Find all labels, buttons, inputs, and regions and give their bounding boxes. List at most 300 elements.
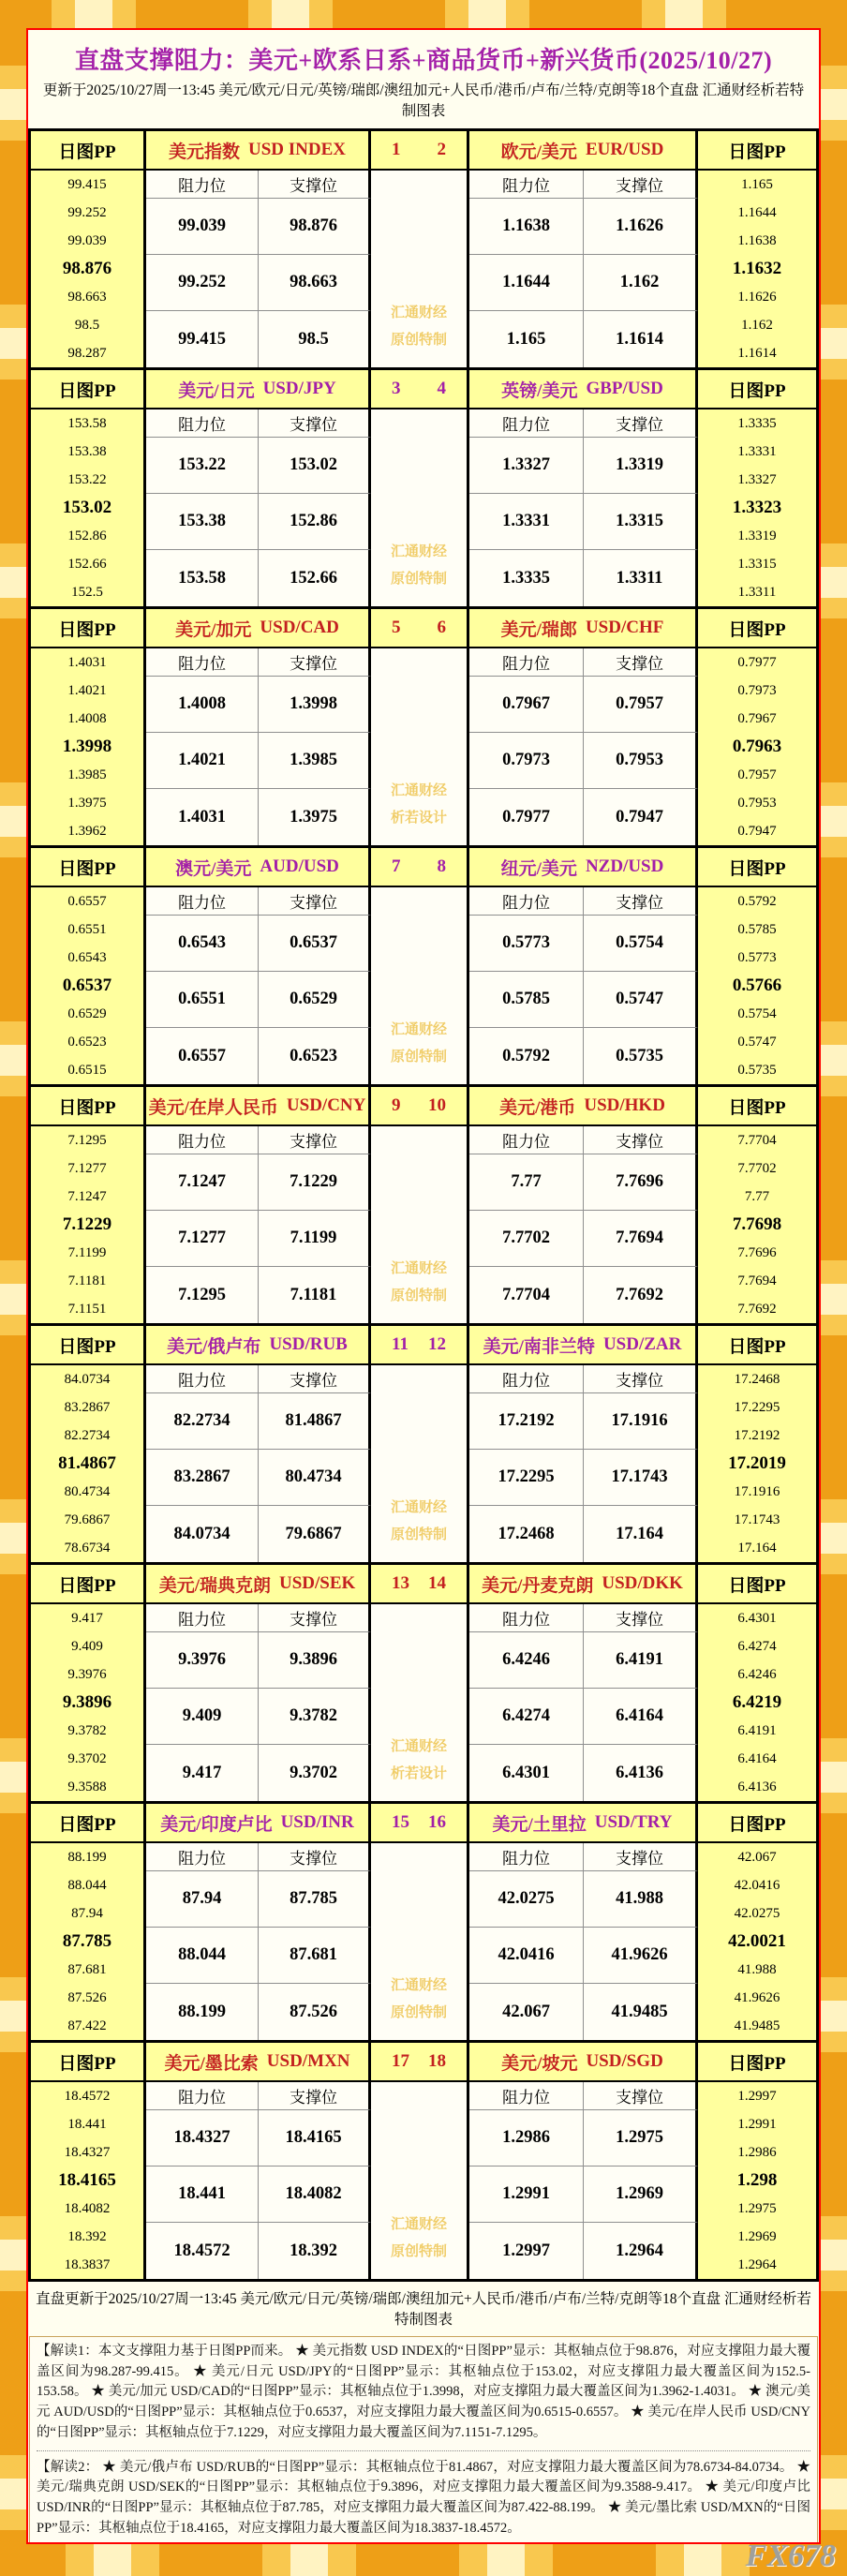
support-value: 7.7694 xyxy=(584,1211,698,1267)
pp-value: 7.1199 xyxy=(67,1245,107,1260)
pp-column-left xyxy=(31,1843,146,2040)
pp-value: 99.039 xyxy=(67,233,107,248)
pair-name-cn: 美元/墨比索 xyxy=(164,2053,259,2074)
site-watermark-line2: 原创特制 xyxy=(390,2005,447,2020)
pp-value: 82.2734 xyxy=(64,1428,111,1443)
pp-header-right: 日图PP xyxy=(698,609,816,648)
pair-title-right xyxy=(469,609,698,648)
gold-frame-top xyxy=(0,0,847,28)
pp-value: 1.2964 xyxy=(737,2257,777,2272)
pp-value: 1.2975 xyxy=(737,2201,777,2216)
resistance-value: 1.3331 xyxy=(469,494,584,550)
pp-value: 6.4164 xyxy=(737,1751,777,1766)
support-value: 152.66 xyxy=(259,550,371,606)
pp-value: 1.1644 xyxy=(737,205,777,220)
block-number-right: 14 xyxy=(428,1573,446,1593)
pp-value: 1.3315 xyxy=(737,557,777,572)
block-number-left: 3 xyxy=(392,379,401,398)
support-value: 0.6529 xyxy=(259,972,371,1028)
block-number-left: 11 xyxy=(392,1334,409,1354)
notes-box xyxy=(29,2336,818,2544)
pair-title-left xyxy=(146,848,371,887)
resistance-value: 153.38 xyxy=(146,494,259,550)
resistance-header: 阻力位 xyxy=(469,1604,584,1632)
support-header: 支撑位 xyxy=(584,1604,698,1632)
pp-column-right xyxy=(698,409,816,606)
pp-value: 1.2991 xyxy=(737,2117,777,2132)
resistance-value: 99.415 xyxy=(146,311,259,367)
support-value: 1.162 xyxy=(584,255,698,311)
pp-value: 0.6557 xyxy=(67,894,107,909)
pp-value: 7.1181 xyxy=(67,1273,107,1288)
pp-value: 18.4572 xyxy=(64,2089,111,2104)
pp-column-right xyxy=(698,1126,816,1323)
pp-value: 152.66 xyxy=(67,557,107,572)
pp-header-right: 日图PP xyxy=(698,1804,816,1843)
resistance-value: 153.22 xyxy=(146,438,259,494)
pp-value: 0.7973 xyxy=(737,683,777,698)
pp-header-right: 日图PP xyxy=(698,131,816,171)
support-header: 支撑位 xyxy=(259,2082,371,2110)
site-watermark-line1: 汇通财经 xyxy=(390,305,447,320)
pp-value: 0.6543 xyxy=(67,950,107,965)
pp-value: 0.7947 xyxy=(737,824,777,839)
pp-value: 18.4327 xyxy=(64,2145,111,2160)
pp-column-right xyxy=(698,171,816,367)
pp-value: 87.94 xyxy=(71,1906,103,1921)
support-header: 支撑位 xyxy=(259,409,371,438)
pp-value: 1.3331 xyxy=(737,444,777,459)
resistance-value: 1.165 xyxy=(469,311,584,367)
block-number-left: 5 xyxy=(392,618,401,637)
support-value: 152.86 xyxy=(259,494,371,550)
pair-name-en: USD INDEX xyxy=(248,140,346,159)
resistance-value: 1.2986 xyxy=(469,2110,584,2167)
resistance-value: 0.5792 xyxy=(469,1028,584,1084)
pp-value: 1.162 xyxy=(741,318,773,333)
pp-value: 152.86 xyxy=(67,529,107,543)
pair-title-left xyxy=(146,609,371,648)
pair-block xyxy=(28,606,819,845)
pp-column-left xyxy=(31,1365,146,1562)
resistance-header: 阻力位 xyxy=(146,1126,259,1154)
resistance-value: 88.044 xyxy=(146,1928,259,1984)
pair-block xyxy=(28,845,819,1084)
pair-name-en: USD/DKK xyxy=(602,1573,683,1593)
resistance-value: 7.1277 xyxy=(146,1211,259,1267)
pair-name-en: USD/INR xyxy=(280,1812,354,1832)
note-2: 【解读2： ★ 美元/俄卢布 USD/RUB的“日图PP”显示：其枢轴点位于81.4867，对应支撑阻力最大覆盖区间为78.6734-84.0734。 ★ 美元/瑞典克朗 USD/SEK的“日图PP”显示：其枢轴点位于9.3896，对应支撑阻力最大覆盖区间为9.3588-9.417。 ★ 美元/印度卢比 USD/INR的“日图PP”显示：其枢轴点位于87.785，对应支撑阻力最大覆盖区间为87.422-88.199。 ★ 美元/墨比索 USD/MXN的“日图PP”显示：其枢轴点位于18.4165，对应支撑阻力最大覆盖区间为18.3837-18.4572。 xyxy=(37,2459,810,2536)
pair-title-right xyxy=(469,848,698,887)
support-value: 0.7947 xyxy=(584,789,698,845)
support-header: 支撑位 xyxy=(584,2082,698,2110)
site-watermark xyxy=(371,778,467,832)
resistance-value: 7.7704 xyxy=(469,1267,584,1323)
pp-value: 7.7696 xyxy=(737,1245,777,1260)
support-value: 0.5735 xyxy=(584,1028,698,1084)
site-watermark xyxy=(371,2211,467,2266)
pair-name-cn: 美元指数 xyxy=(168,141,240,162)
pp-value: 42.0275 xyxy=(734,1906,780,1921)
pp-pivot-value: 1.3323 xyxy=(732,498,782,517)
pp-pivot-value: 81.4867 xyxy=(58,1453,116,1473)
pp-value: 18.392 xyxy=(67,2229,107,2244)
pp-value: 42.067 xyxy=(737,1850,777,1865)
pp-header-left: 日图PP xyxy=(31,131,146,171)
watermark-cell xyxy=(371,2082,469,2279)
support-value: 98.663 xyxy=(259,255,371,311)
pp-value: 7.7702 xyxy=(737,1161,777,1176)
support-value: 87.681 xyxy=(259,1928,371,1984)
pp-pivot-value: 18.4165 xyxy=(58,2170,116,2190)
resistance-value: 9.417 xyxy=(146,1745,259,1801)
pp-value: 7.7704 xyxy=(737,1133,777,1148)
pair-block xyxy=(28,2040,819,2282)
resistance-value: 0.7973 xyxy=(469,733,584,789)
resistance-value: 0.5785 xyxy=(469,972,584,1028)
block-number-left: 9 xyxy=(392,1095,401,1115)
pp-value: 6.4274 xyxy=(737,1639,777,1654)
resistance-value: 7.77 xyxy=(469,1154,584,1211)
support-header: 支撑位 xyxy=(259,887,371,916)
pp-value: 0.6523 xyxy=(67,1035,107,1050)
site-watermark-line1: 汇通财经 xyxy=(390,2217,447,2232)
site-watermark xyxy=(371,1256,467,1310)
support-value: 98.876 xyxy=(259,199,371,255)
site-watermark-line1: 汇通财经 xyxy=(390,1500,447,1515)
resistance-value: 7.7702 xyxy=(469,1211,584,1267)
pp-header-left: 日图PP xyxy=(31,1804,146,1843)
pp-header-right: 日图PP xyxy=(698,2043,816,2082)
pp-value: 6.4246 xyxy=(737,1667,777,1682)
pair-name-en: USD/MXN xyxy=(266,2051,350,2071)
pair-name-en: USD/SEK xyxy=(278,1573,356,1593)
resistance-value: 9.409 xyxy=(146,1689,259,1745)
pp-value: 99.252 xyxy=(67,205,107,220)
pp-value: 98.287 xyxy=(67,346,107,361)
pp-column-left xyxy=(31,409,146,606)
resistance-header: 阻力位 xyxy=(469,1843,584,1871)
site-watermark-line2: 析若设计 xyxy=(390,811,447,826)
pp-value: 7.77 xyxy=(744,1189,770,1204)
pp-value: 7.7694 xyxy=(737,1273,777,1288)
pp-value: 7.1247 xyxy=(67,1189,107,1204)
pp-value: 1.3975 xyxy=(67,796,107,811)
pp-value: 99.415 xyxy=(67,177,107,192)
support-value: 1.2969 xyxy=(584,2167,698,2223)
pair-name-en: GBP/USD xyxy=(586,379,663,398)
pp-value: 9.3702 xyxy=(67,1751,107,1766)
pp-value: 9.3782 xyxy=(67,1723,107,1738)
resistance-value: 153.58 xyxy=(146,550,259,606)
pair-name-en: USD/JPY xyxy=(262,379,336,398)
resistance-value: 1.4021 xyxy=(146,733,259,789)
pp-value: 0.5785 xyxy=(737,922,777,937)
resistance-value: 6.4246 xyxy=(469,1632,584,1689)
resistance-header: 阻力位 xyxy=(146,2082,259,2110)
pp-value: 1.1626 xyxy=(737,290,777,305)
site-watermark-line1: 汇通财经 xyxy=(390,1022,447,1037)
support-value: 6.4191 xyxy=(584,1632,698,1689)
pp-value: 17.164 xyxy=(737,1541,777,1556)
pair-name-en: EUR/USD xyxy=(585,140,664,159)
pp-value: 41.9485 xyxy=(734,2018,780,2033)
pair-name-cn: 美元/加元 xyxy=(175,619,252,640)
pp-column-right xyxy=(698,1604,816,1801)
pp-pivot-value: 6.4219 xyxy=(732,1692,782,1712)
pp-pivot-value: 7.1229 xyxy=(62,1214,112,1234)
pp-value: 0.5747 xyxy=(737,1035,777,1050)
pair-title-left xyxy=(146,1804,371,1843)
pp-column-right xyxy=(698,887,816,1084)
support-value: 81.4867 xyxy=(259,1393,371,1450)
pp-value: 0.6529 xyxy=(67,1006,107,1021)
pp-column-left xyxy=(31,1604,146,1801)
pair-name-cn: 美元/土里拉 xyxy=(492,1814,587,1835)
resistance-header: 阻力位 xyxy=(146,409,259,438)
pair-title-right xyxy=(469,370,698,409)
block-numbers xyxy=(371,848,469,887)
pp-value: 7.1277 xyxy=(67,1161,107,1176)
support-header: 支撑位 xyxy=(259,1843,371,1871)
pp-column-right xyxy=(698,1843,816,2040)
pair-title-right xyxy=(469,131,698,171)
pp-value: 88.044 xyxy=(67,1878,107,1893)
block-numbers xyxy=(371,1565,469,1604)
pp-pivot-value: 87.785 xyxy=(62,1931,112,1951)
support-header: 支撑位 xyxy=(584,1126,698,1154)
resistance-header: 阻力位 xyxy=(469,1365,584,1393)
pp-header-right: 日图PP xyxy=(698,848,816,887)
support-value: 0.5754 xyxy=(584,916,698,972)
resistance-value: 6.4274 xyxy=(469,1689,584,1745)
pp-value: 9.417 xyxy=(71,1611,103,1626)
watermark-cell xyxy=(371,648,469,845)
support-value: 1.3985 xyxy=(259,733,371,789)
resistance-value: 99.252 xyxy=(146,255,259,311)
notes-divider xyxy=(37,2450,810,2451)
resistance-header: 阻力位 xyxy=(469,1126,584,1154)
block-number-right: 6 xyxy=(437,618,446,637)
block-number-right: 16 xyxy=(428,1812,446,1832)
site-watermark-line2: 原创特制 xyxy=(390,333,447,348)
pairs-grid xyxy=(28,128,819,2282)
support-value: 0.6523 xyxy=(259,1028,371,1084)
pp-header-left: 日图PP xyxy=(31,1087,146,1126)
site-watermark xyxy=(371,539,467,593)
resistance-header: 阻力位 xyxy=(469,171,584,199)
pair-title-right xyxy=(469,1087,698,1126)
site-watermark-line2: 原创特制 xyxy=(390,1288,447,1303)
support-value: 17.1743 xyxy=(584,1450,698,1506)
support-value: 18.4165 xyxy=(259,2110,371,2167)
pair-title-right xyxy=(469,1326,698,1365)
pp-value: 83.2867 xyxy=(64,1400,111,1415)
pair-name-en: USD/SGD xyxy=(586,2051,663,2071)
pp-value: 1.3327 xyxy=(737,472,777,487)
pp-value: 1.2969 xyxy=(737,2229,777,2244)
resistance-value: 18.4327 xyxy=(146,2110,259,2167)
watermark-cell xyxy=(371,1843,469,2040)
resistance-header: 阻力位 xyxy=(146,1843,259,1871)
note-1: 【解读1：本文支撑阻力基于日图PP而来。 ★ 美元指数 USD INDEX的“日图PP”显示：其枢轴点位于98.876，对应支撑阻力最大覆盖区间为98.287-99.415。 ★ 美元/日元 USD/JPY的“日图PP”显示：其枢轴点位于153.02，对应支撑阻力最大覆盖区间为152.5-153.58。 ★ 美元/加元 USD/CAD的“日图PP”显示：其枢轴点位于1.3998，对应支撑阻力最大覆盖区间为1.3962-1.4031。 ★ 澳元/美元 AUD/USD的“日图PP”显示：其枢轴点位于0.6537，对应支撑阻力最大覆盖区间为0.6515-0.6557。 ★ 美元/在岸人民币 USD/CNY的“日图PP”显示：其枢轴点位于7.1229，对应支撑阻力最大覆盖区间为7.1151-7.1295。 xyxy=(37,2343,810,2440)
pp-value: 98.5 xyxy=(74,318,100,333)
support-value: 79.6867 xyxy=(259,1506,371,1562)
watermark-cell xyxy=(371,887,469,1084)
pp-pivot-value: 17.2019 xyxy=(728,1453,786,1473)
pp-value: 1.1614 xyxy=(737,346,777,361)
pp-value: 7.1295 xyxy=(67,1133,107,1148)
watermark-cell xyxy=(371,171,469,367)
support-value: 1.3315 xyxy=(584,494,698,550)
subtitle: 更新于2025/10/27周一13:45 美元/欧元/日元/英镑/瑞郎/澳纽加元+人民币/港币/卢布/兰特/克朗等18个直盘 汇通财经析若特制图表 xyxy=(42,82,805,119)
resistance-value: 17.2295 xyxy=(469,1450,584,1506)
pp-value: 153.22 xyxy=(67,472,107,487)
support-value: 17.164 xyxy=(584,1506,698,1562)
pp-value: 78.6734 xyxy=(64,1541,111,1556)
pp-pivot-value: 1.3998 xyxy=(62,737,112,756)
pp-value: 1.3985 xyxy=(67,767,107,782)
block-numbers xyxy=(371,370,469,409)
pair-name-cn: 美元/坡元 xyxy=(501,2053,578,2074)
pp-value: 84.0734 xyxy=(64,1372,111,1387)
support-value: 41.9626 xyxy=(584,1928,698,1984)
site-watermark-line1: 汇通财经 xyxy=(390,1739,447,1754)
resistance-value: 84.0734 xyxy=(146,1506,259,1562)
pp-header-left: 日图PP xyxy=(31,2043,146,2082)
pp-value: 0.7967 xyxy=(737,711,777,726)
resistance-value: 42.0416 xyxy=(469,1928,584,1984)
pp-header-left: 日图PP xyxy=(31,848,146,887)
pp-column-right xyxy=(698,648,816,845)
support-value: 7.1181 xyxy=(259,1267,371,1323)
resistance-value: 1.1644 xyxy=(469,255,584,311)
pair-name-cn: 澳元/美元 xyxy=(175,858,252,879)
site-watermark xyxy=(371,1973,467,2027)
resistance-value: 0.6557 xyxy=(146,1028,259,1084)
support-value: 1.3975 xyxy=(259,789,371,845)
support-value: 9.3782 xyxy=(259,1689,371,1745)
pp-value: 0.6551 xyxy=(67,922,107,937)
support-value: 41.988 xyxy=(584,1871,698,1928)
support-value: 18.4082 xyxy=(259,2167,371,2223)
resistance-value: 99.039 xyxy=(146,199,259,255)
resistance-header: 阻力位 xyxy=(469,887,584,916)
pp-value: 6.4191 xyxy=(737,1723,777,1738)
resistance-header: 阻力位 xyxy=(469,2082,584,2110)
pp-value: 87.422 xyxy=(67,2018,107,2033)
pp-value: 1.3335 xyxy=(737,416,777,431)
pair-title-left xyxy=(146,1565,371,1604)
support-value: 1.3311 xyxy=(584,550,698,606)
pp-pivot-value: 1.298 xyxy=(736,2170,778,2190)
site-watermark-line1: 汇通财经 xyxy=(390,783,447,798)
pp-header-left: 日图PP xyxy=(31,1565,146,1604)
pp-pivot-value: 1.1632 xyxy=(732,259,782,278)
support-header: 支撑位 xyxy=(259,648,371,677)
resistance-value: 83.2867 xyxy=(146,1450,259,1506)
pp-pivot-value: 153.02 xyxy=(62,498,112,517)
support-value: 87.526 xyxy=(259,1984,371,2040)
block-numbers xyxy=(371,131,469,171)
pp-column-right xyxy=(698,2082,816,2279)
pair-name-cn: 欧元/美元 xyxy=(500,141,577,162)
resistance-value: 17.2468 xyxy=(469,1506,584,1562)
pair-name-cn: 美元/瑞典克朗 xyxy=(158,1575,271,1596)
site-watermark xyxy=(371,1734,467,1788)
pp-value: 0.7977 xyxy=(737,655,777,670)
support-header: 支撑位 xyxy=(259,171,371,199)
block-number-right: 8 xyxy=(437,856,446,876)
support-value: 98.5 xyxy=(259,311,371,367)
pair-block xyxy=(28,1084,819,1323)
block-number-left: 13 xyxy=(392,1573,409,1593)
pp-column-right xyxy=(698,1365,816,1562)
site-watermark-line1: 汇通财经 xyxy=(390,544,447,559)
pp-header-right: 日图PP xyxy=(698,1565,816,1604)
pp-value: 0.7957 xyxy=(737,767,777,782)
support-value: 0.6537 xyxy=(259,916,371,972)
resistance-value: 42.0275 xyxy=(469,1871,584,1928)
support-value: 18.392 xyxy=(259,2223,371,2279)
pp-value: 18.3837 xyxy=(64,2257,111,2272)
resistance-value: 88.199 xyxy=(146,1984,259,2040)
support-header: 支撑位 xyxy=(584,1365,698,1393)
pp-value: 1.3311 xyxy=(737,585,777,600)
pp-header-right: 日图PP xyxy=(698,370,816,409)
site-watermark xyxy=(371,300,467,354)
block-numbers xyxy=(371,609,469,648)
resistance-value: 0.7977 xyxy=(469,789,584,845)
resistance-value: 1.1638 xyxy=(469,199,584,255)
resistance-header: 阻力位 xyxy=(146,887,259,916)
resistance-value: 7.1247 xyxy=(146,1154,259,1211)
pair-title-right xyxy=(469,2043,698,2082)
pair-name-cn: 美元/在岸人民币 xyxy=(148,1097,278,1118)
pp-value: 1.2986 xyxy=(737,2145,777,2160)
watermark-cell xyxy=(371,1126,469,1323)
pp-value: 7.7692 xyxy=(737,1302,777,1317)
resistance-value: 82.2734 xyxy=(146,1393,259,1450)
gold-frame-bottom xyxy=(0,2544,847,2576)
pp-pivot-value: 0.6537 xyxy=(62,975,112,995)
pp-value: 17.1743 xyxy=(734,1512,780,1527)
block-number-right: 10 xyxy=(428,1095,446,1115)
pp-value: 6.4301 xyxy=(737,1611,777,1626)
pp-value: 0.6515 xyxy=(67,1063,107,1078)
support-value: 7.7696 xyxy=(584,1154,698,1211)
site-watermark xyxy=(371,1017,467,1071)
pp-value: 41.9626 xyxy=(734,1990,780,2005)
resistance-value: 0.5773 xyxy=(469,916,584,972)
pp-value: 98.663 xyxy=(67,290,107,305)
pp-value: 0.5773 xyxy=(737,950,777,965)
resistance-value: 6.4301 xyxy=(469,1745,584,1801)
pair-title-left xyxy=(146,2043,371,2082)
support-header: 支撑位 xyxy=(584,409,698,438)
support-value: 7.7692 xyxy=(584,1267,698,1323)
resistance-value: 0.7967 xyxy=(469,677,584,733)
pair-name-en: USD/CAD xyxy=(260,618,339,637)
block-number-left: 17 xyxy=(392,2051,409,2071)
block-numbers xyxy=(371,2043,469,2082)
pp-header-right: 日图PP xyxy=(698,1326,816,1365)
block-number-left: 15 xyxy=(392,1812,409,1832)
support-value: 153.02 xyxy=(259,438,371,494)
resistance-header: 阻力位 xyxy=(146,171,259,199)
resistance-value: 18.441 xyxy=(146,2167,259,2223)
support-header: 支撑位 xyxy=(584,648,698,677)
